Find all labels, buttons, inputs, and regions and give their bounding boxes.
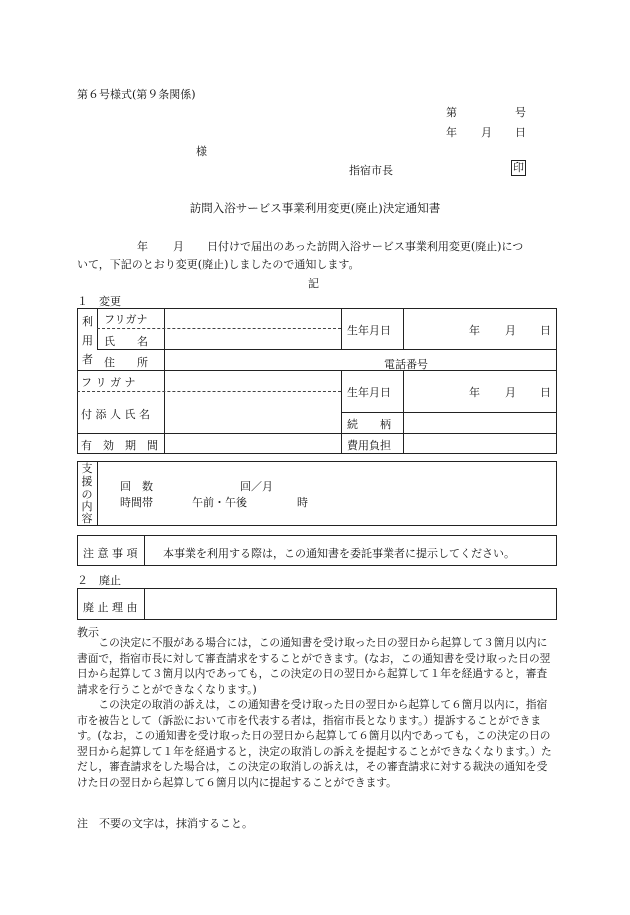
- section-2-title: ２ 廃止: [77, 574, 121, 587]
- attendant-birth-day: 日: [540, 386, 551, 399]
- attendant-relation-label: 続 柄: [347, 418, 391, 431]
- date-day-label: 日: [515, 126, 526, 139]
- validity-label: 有 効 期 間: [81, 439, 158, 452]
- support-label-5: 容: [81, 512, 93, 525]
- addressee-sama: 様: [196, 145, 207, 158]
- attendant-birthdate-label: 生年月日: [347, 386, 391, 399]
- instruction-paragraph-1: この決定に不服がある場合には，この通知書を受け取った日の翌日から起算して３箇月以内に書面で，指宿市長に対して審査請求をすることができます。(なお，この通知書を受け取った日の翌日から起算して３箇月以内であっても，この決定の日の翌日から起算して１年を経過すると，審査請求を行うことができなくなります。): [77, 636, 551, 696]
- footnote: 注 不要の文字は，抹消すること。: [77, 817, 253, 830]
- number-suffix: 号: [515, 106, 526, 119]
- support-label-2: 援: [81, 475, 93, 488]
- ki-label: 記: [308, 277, 319, 290]
- attendant-name-label: 付 添 人 氏 名: [81, 408, 150, 421]
- attendant-birth-year: 年: [469, 386, 480, 399]
- mayor-title: 指宿市長: [349, 164, 393, 177]
- section-1-title: １ 変更: [77, 295, 121, 308]
- cost-label: 費用負担: [347, 439, 391, 452]
- intro-month: 月: [173, 240, 184, 253]
- date-year-label: 年: [446, 126, 457, 139]
- intro-line2: いて，下記のとおり変更(廃止)しましたので通知します。: [77, 258, 360, 271]
- support-ampm: 午前・午後: [192, 496, 247, 509]
- user-label-2: 用: [82, 334, 93, 347]
- user-name-label: 氏 名: [104, 335, 148, 348]
- abolition-label: 廃 止 理 由: [83, 601, 138, 614]
- notice-text: 本事業を利用する際は，この通知書を委託事業者に提示してください。: [163, 547, 515, 560]
- form-number: 第６号様式(第９条関係): [77, 88, 196, 101]
- number-prefix: 第: [446, 106, 457, 119]
- support-time-label: 時間帯: [120, 496, 153, 509]
- date-month-label: 月: [481, 126, 492, 139]
- support-count-label: 回 数: [120, 480, 153, 493]
- instruction-paragraph-2: この決定の取消の訴えは，この通知書を受け取った日の翌日から起算して６箇月以内に，指宿市を被告として（訴訟において市を代表する者は，指宿市長となります。）提訴することができます。(なお，この通知書を受け取った日の翌日から起算して６箇月以内であっても，この決定の日の翌日から起算して１年を経過すると，決定の取消しの訴えを提起することができなくなります。）ただし，審査請求をした場合は，この決定の取消しの訴えは，その審査請求に対する裁決の通知を受けた日の翌日から起算して６箇月以内に提起することができます。: [77, 698, 552, 789]
- user-birth-month: 月: [505, 324, 516, 337]
- user-birthdate-label: 生年月日: [347, 324, 391, 337]
- abolition-table: [77, 588, 557, 620]
- user-furigana-label: フリガナ: [104, 313, 148, 326]
- attendant-furigana-label: フ リ ガ ナ: [81, 376, 136, 389]
- support-label-3: の: [81, 488, 93, 501]
- document-title: 訪問入浴サービス事業利用変更(廃止)決定通知書: [189, 201, 441, 215]
- user-phone-label: 電話番号: [384, 358, 428, 371]
- user-birth-year: 年: [469, 324, 480, 337]
- user-label-1: 利: [82, 315, 93, 328]
- notice-label: 注 意 事 項: [83, 547, 138, 560]
- instruction-title: 教示: [77, 626, 99, 639]
- support-label-4: 内: [81, 500, 93, 513]
- intro-line1: 日付けで届出のあった訪問入浴サービス事業利用変更(廃止)につ: [207, 240, 524, 253]
- user-birth-day: 日: [540, 324, 551, 337]
- intro-year: 年: [137, 240, 148, 253]
- user-label-3: 者: [82, 353, 93, 366]
- user-address-label: 住 所: [104, 356, 148, 369]
- official-seal: 印: [513, 161, 524, 174]
- attendant-birth-month: 月: [505, 386, 516, 399]
- support-hour: 時: [297, 496, 308, 509]
- support-label-1: 支: [81, 462, 93, 475]
- support-count-unit: 回／月: [240, 480, 273, 493]
